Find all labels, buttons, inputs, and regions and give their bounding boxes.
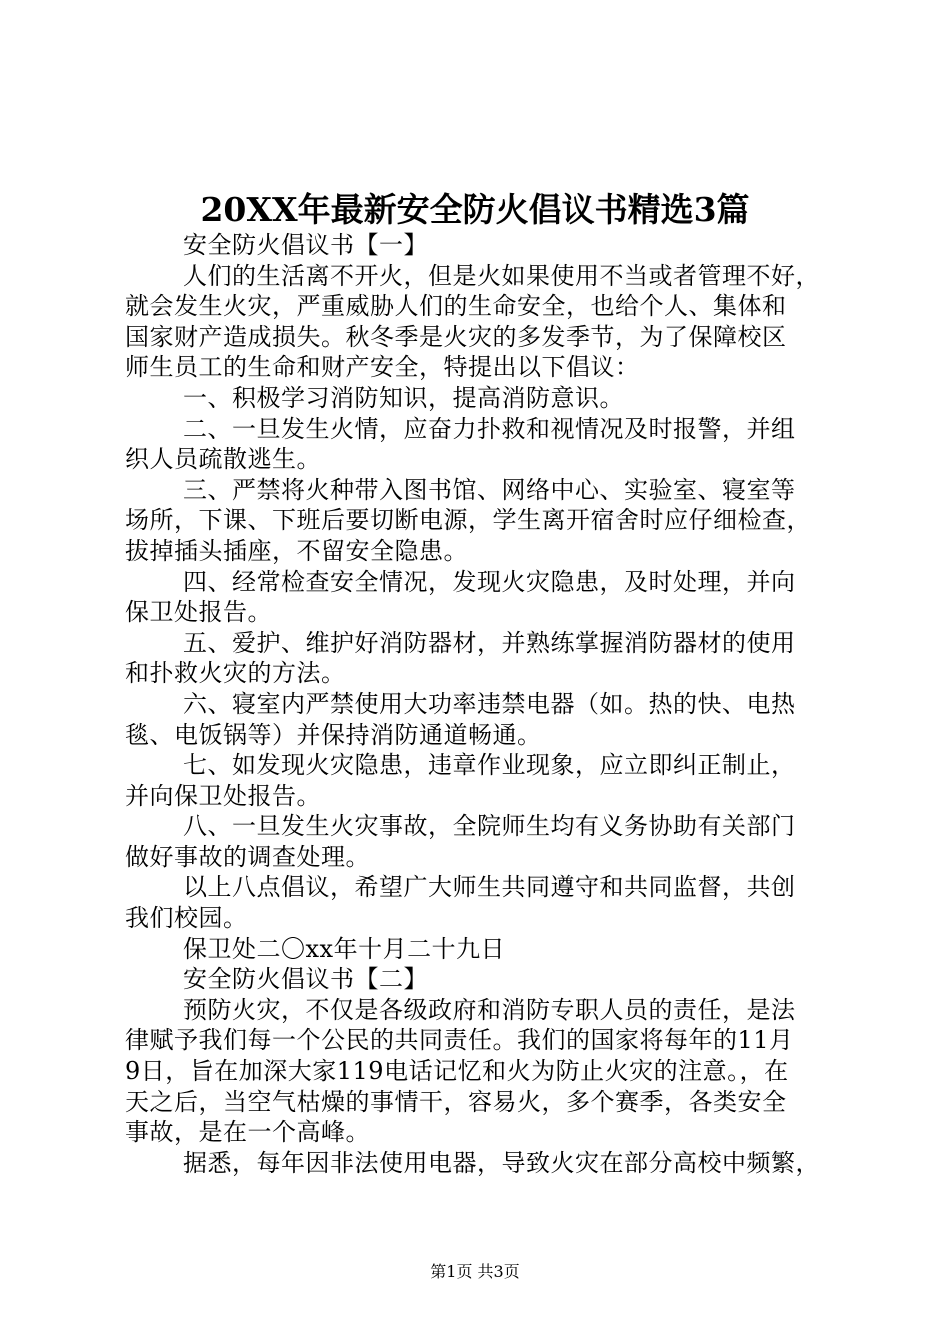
text-line: 并向保卫处报告。: [125, 781, 321, 810]
text-line: 安全防火倡议书【一】: [183, 231, 428, 259]
text-line: 三、严禁将火种带入图书馆、网络中心、实验室、寝室等: [183, 475, 796, 504]
text-line: 据悉，每年因非法使用电器，导致火灾在部分高校中频繁，: [183, 1148, 820, 1177]
text-line: 七、如发现火灾隐患，违章作业现象，应立即纠正制止，: [183, 751, 796, 780]
text-line: 律赋予我们每一个公民的共同责任。我们的国家将每年的11月: [125, 1026, 794, 1055]
page-footer: 第1页 共3页: [430, 1262, 520, 1281]
text-line: 做好事故的调查处理。: [125, 842, 370, 871]
text-line: 一、积极学习消防知识，提高消防意识。: [183, 383, 624, 412]
document-body: [125, 230, 845, 1178]
text-line: 国家财产造成损失。秋冬季是火灾的多发季节，为了保障校区: [125, 322, 787, 351]
text-line: 事故，是在一个高峰。: [125, 1118, 370, 1147]
text-line: 毯、电饭锅等）并保持消防通道畅通。: [125, 720, 542, 749]
text-line: 师生员工的生命和财产安全，特提出以下倡议：: [125, 353, 640, 382]
text-line: 我们校园。: [125, 904, 248, 933]
text-line: 保卫处报告。: [125, 598, 272, 627]
text-line: 场所，下课、下班后要切断电源，学生离开宿舍时应仔细检查，: [125, 506, 811, 535]
text-line: 保卫处二〇xx年十月二十九日: [183, 934, 506, 963]
text-line: 人们的生活离不开火，但是火如果使用不当或者管理不好，: [183, 261, 820, 290]
document-title: 20XX年最新安全防火倡议书精选3篇: [200, 190, 750, 229]
text-line: 八、一旦发生火灾事故，全院师生均有义务协助有关部门: [183, 812, 796, 841]
text-line: 四、经常检查安全情况，发现火灾隐患，及时处理，并向: [183, 567, 796, 596]
text-line: 天之后，当空气枯燥的事情干，容易火，多个赛季，各类安全: [125, 1087, 787, 1116]
text-line: 五、爱护、维护好消防器材，并熟练掌握消防器材的使用: [183, 628, 796, 657]
text-line: 预防火灾，不仅是各级政府和消防专职人员的责任，是法: [183, 995, 796, 1024]
text-line: 和扑救火灾的方法。: [125, 659, 346, 688]
text-line: 六、寝室内严禁使用大功率违禁电器（如。热的快、电热: [183, 689, 796, 718]
text-line: 二、一旦发生火情，应奋力扑救和视情况及时报警，并组: [183, 414, 796, 443]
text-line: 9日，旨在加深大家119电话记忆和火为防止火灾的注意。，在: [125, 1057, 789, 1086]
text-line: 安全防火倡议书【二】: [183, 965, 428, 994]
text-line: 拔掉插头插座，不留安全隐患。: [125, 536, 468, 565]
text-line: 织人员疏散逃生。: [125, 445, 321, 474]
text-line: 就会发生火灾，严重威胁人们的生命安全，也给个人、集体和: [125, 292, 787, 321]
text-line: 以上八点倡议，希望广大师生共同遵守和共同监督，共创: [183, 873, 796, 902]
